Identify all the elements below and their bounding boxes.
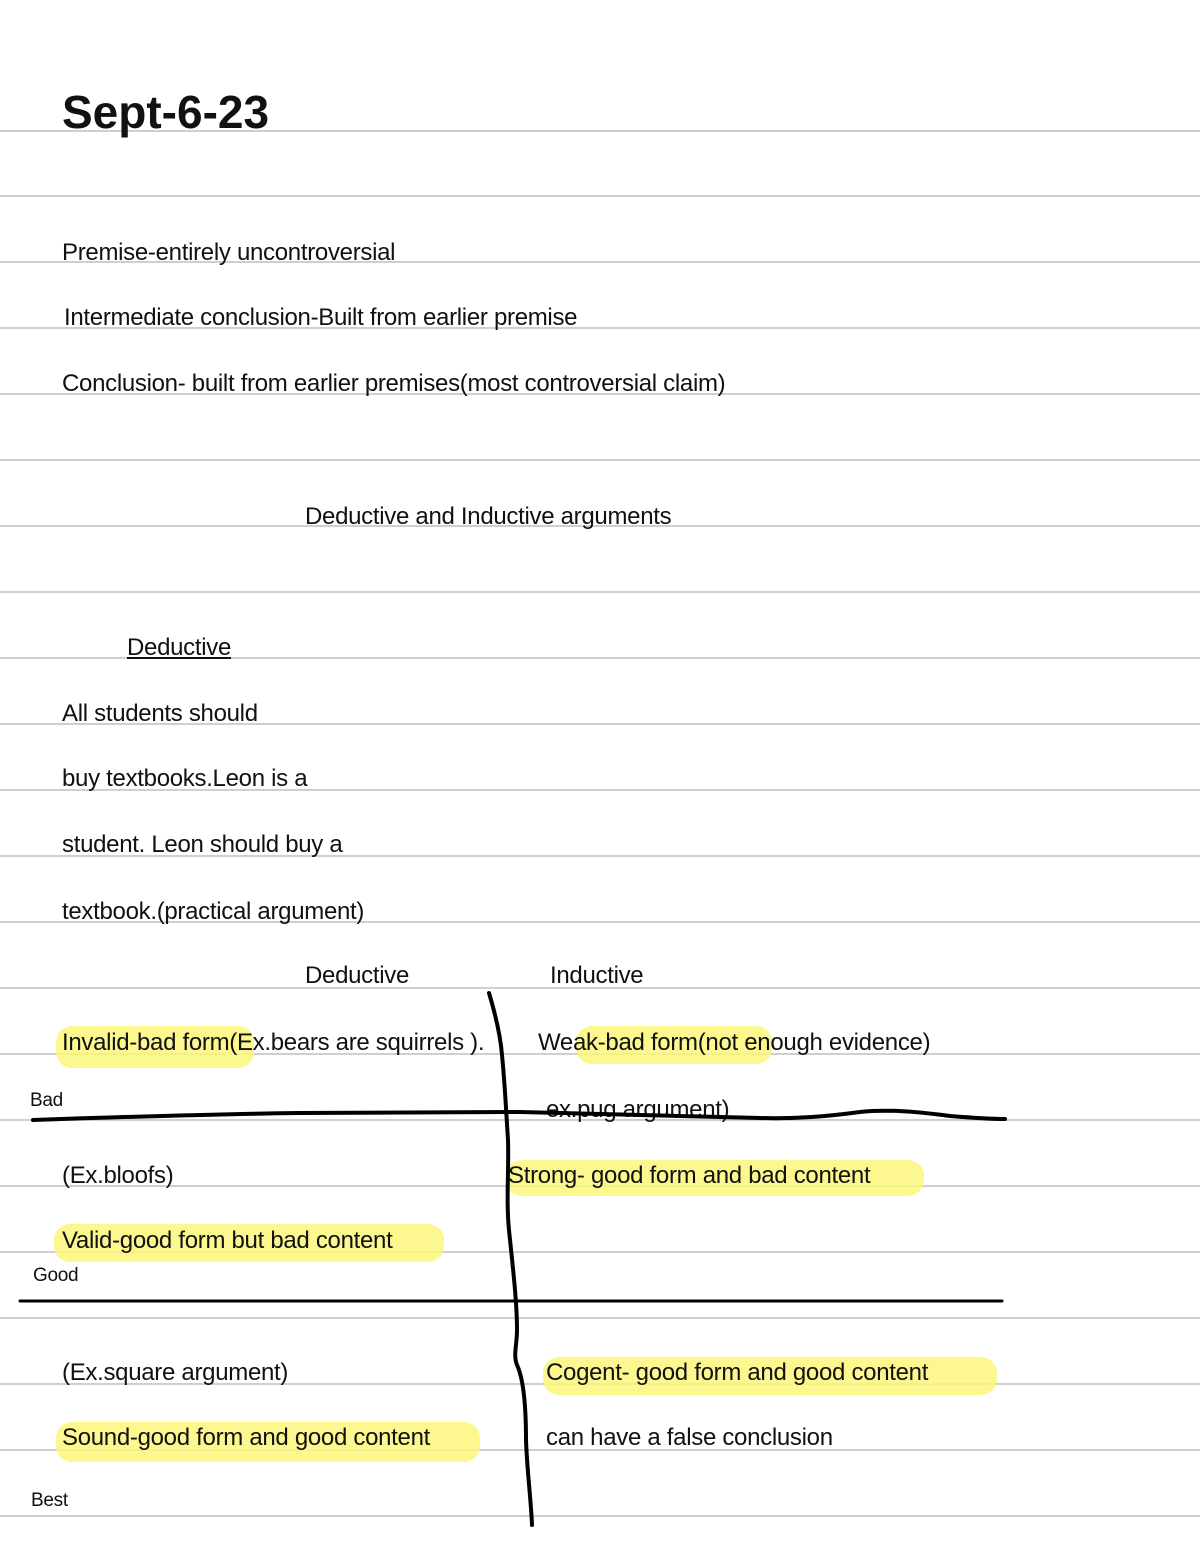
valid-term: Valid-good form but bad content [62,1227,393,1254]
section-heading: Deductive and Inductive arguments [305,503,672,530]
strong-term: Strong- good form and bad content [508,1162,871,1189]
horizontal-line-bad [33,1111,1005,1120]
sound-term: Sound-good form and good content [62,1424,431,1451]
example-line: textbook.(practical argument) [62,898,365,925]
valid-example: (Ex.bloofs) [62,1162,174,1189]
vertical-divider-line [489,993,532,1525]
column-deductive: Deductive [305,962,410,989]
label-good: Good [33,1265,79,1286]
definition-premise: Premise-entirely uncontroversial [62,239,396,266]
example-line: All students should [62,700,258,727]
example-line: buy textbooks.Leon is a [62,765,308,792]
weak-example: ex.pug argument) [546,1096,730,1123]
weak-definition: enough evidence) [744,1029,931,1056]
cogent-term: Cogent- good form and good content [546,1359,929,1386]
label-best: Best [31,1490,68,1511]
weak-term: ak-bad form(not [572,1029,745,1056]
sound-example: (Ex.square argument) [62,1359,289,1386]
definition-conclusion: Conclusion- built from earlier premises(most controversial claim) [62,370,726,397]
page-title: Sept-6-23 [62,86,270,138]
invalid-term: Invalid-bad form [62,1029,230,1056]
column-inductive: Inductive [550,962,644,989]
example-line: student. Leon should buy a [62,831,343,858]
definition-intermediate: Intermediate conclusion-Built from earlier premise [64,304,578,331]
cogent-note: can have a false conclusion [546,1424,833,1451]
deductive-heading: Deductive [127,634,232,661]
weak-term-prefix: We [538,1029,573,1056]
invalid-example: (Ex.bears are squirrels ). [229,1029,485,1056]
label-bad: Bad [30,1090,63,1111]
